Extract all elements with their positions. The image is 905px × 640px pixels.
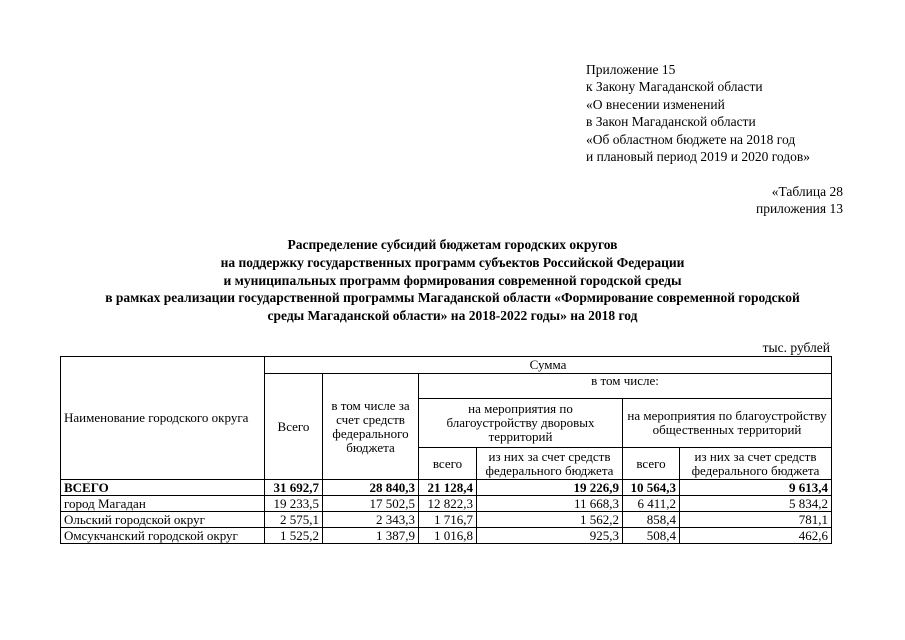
cell-yards-federal: 11 668,3: [477, 496, 623, 512]
cell-public-total: 10 564,3: [623, 480, 680, 496]
cell-yards-federal: 925,3: [477, 528, 623, 544]
table-row: [61, 512, 832, 528]
cell-public-total: 858,4: [623, 512, 680, 528]
header-yards-total: всего: [419, 448, 477, 480]
annex-line: в Закон Магаданской области: [586, 114, 756, 130]
header-federal: в том числе за счет средств федерального бюджета: [323, 374, 419, 480]
annex-line: Приложение 15: [586, 62, 676, 77]
annex-line: к Закону Магаданской области: [586, 79, 763, 95]
document-title: [40, 236, 865, 325]
cell-yards-total: 1 016,8: [419, 528, 477, 544]
title-line: среды Магаданской области» на 2018-2022 годы» на 2018 год: [267, 308, 638, 324]
table-row-total: [61, 480, 832, 496]
header-total: Всего: [265, 374, 323, 480]
cell-total: 31 692,7: [265, 480, 323, 496]
cell-public-federal: 9 613,4: [680, 480, 832, 496]
cell-yards-total: 1 716,7: [419, 512, 477, 528]
title-line: Распределение субсидий бюджетам городских округов: [287, 237, 618, 252]
annex-line: «О внесении изменений: [586, 96, 725, 112]
cell-federal: 17 502,5: [323, 496, 419, 512]
table-reference-line: «Таблица 28: [771, 184, 843, 199]
header-name: Наименование городского округа: [61, 357, 265, 480]
title-line: и муниципальных программ формирования современной городской среды: [223, 272, 682, 288]
cell-yards-federal: 1 562,2: [477, 512, 623, 528]
row-name: ВСЕГО: [61, 480, 265, 496]
row-name: Омсукчанский городской округ: [61, 528, 265, 544]
cell-yards-federal: 19 226,9: [477, 480, 623, 496]
header-including: в том числе:: [419, 374, 832, 399]
row-name: Ольский городской округ: [61, 512, 265, 528]
row-name: город Магадан: [61, 496, 265, 512]
header-yards: на мероприятия по благоустройству дворовых территорий: [419, 399, 623, 448]
title-line: в рамках реализации государственной программы Магаданской области «Формирование современной городской: [105, 290, 800, 306]
annex-line: «Об областном бюджете на 2018 год: [586, 131, 796, 147]
header-yards-federal: из них за счет средств федерального бюджета: [477, 448, 623, 480]
cell-public-federal: 781,1: [680, 512, 832, 528]
units-label: тыс. рублей: [762, 340, 830, 355]
header-public: на мероприятия по благоустройству общественных территорий: [623, 399, 832, 448]
cell-federal: 1 387,9: [323, 528, 419, 544]
header-sum: Сумма: [265, 357, 832, 374]
cell-yards-total: 21 128,4: [419, 480, 477, 496]
annex-line: и плановый период 2019 и 2020 годов»: [586, 149, 811, 165]
header-row: [61, 357, 832, 374]
cell-total: 1 525,2: [265, 528, 323, 544]
cell-yards-total: 12 822,3: [419, 496, 477, 512]
cell-federal: 2 343,3: [323, 512, 419, 528]
subsidy-table: [60, 356, 832, 544]
table-reference-line: приложения 13: [755, 201, 843, 217]
cell-public-total: 508,4: [623, 528, 680, 544]
cell-public-total: 6 411,2: [623, 496, 680, 512]
cell-public-federal: 462,6: [680, 528, 832, 544]
cell-total: 2 575,1: [265, 512, 323, 528]
table-row: [61, 496, 832, 512]
table-row: [61, 528, 832, 544]
header-public-federal: из них за счет средств федерального бюджета: [680, 448, 832, 480]
annex-header: [586, 61, 810, 165]
cell-public-federal: 5 834,2: [680, 496, 832, 512]
cell-total: 19 233,5: [265, 496, 323, 512]
table-reference: [756, 183, 843, 218]
cell-federal: 28 840,3: [323, 480, 419, 496]
title-line: на поддержку государственных программ субъектов Российской Федерации: [220, 254, 685, 270]
header-public-total: всего: [623, 448, 680, 480]
